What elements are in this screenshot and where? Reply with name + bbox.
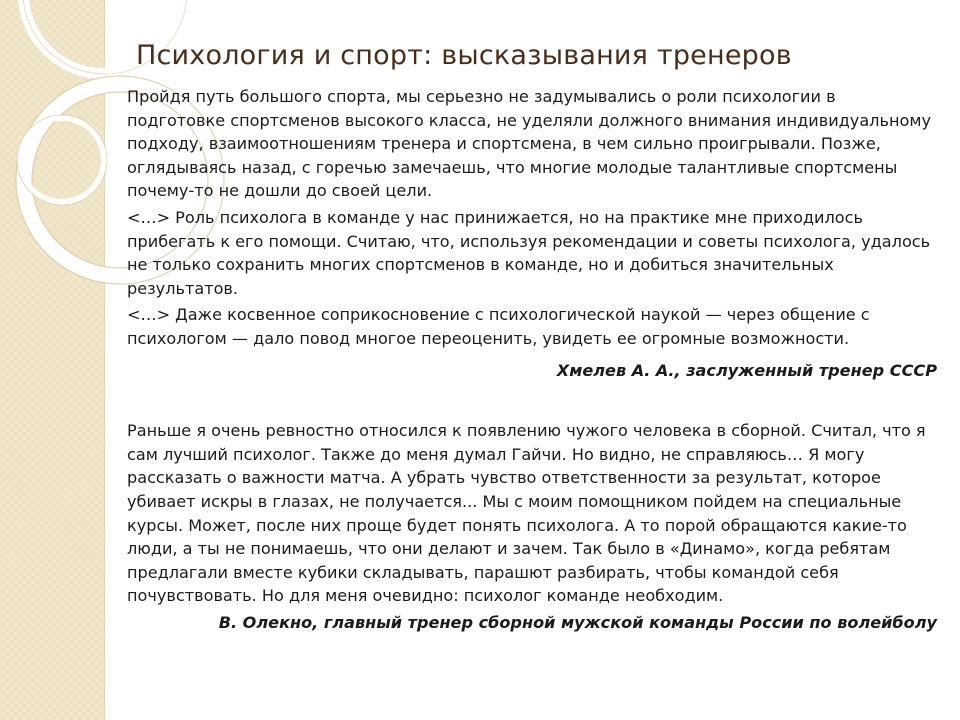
slide-body <box>127 85 937 637</box>
quote-author: Хмелев А. А., заслуженный тренер СССР <box>556 360 937 380</box>
decorative-side-band <box>0 0 105 720</box>
quote-olekno <box>127 419 937 634</box>
quote-paragraph: Пройдя путь большого спорта, мы серьезно не задумывались о роли психологии в подготовке спортсменов высокого класса, не уделяли должного внимания индивидуальному подходу, взаимоотношениям тренера и спортсмена, в чем сильно проигрывали. Позже, оглядываясь назад, с горечью замечаешь, что многие молодые талантливые спортсмены почему-то не дошли до своей цели. <box>127 87 931 201</box>
quote-khmelev <box>127 85 937 382</box>
quote-separator <box>127 385 937 419</box>
quote-paragraph: <…> Роль психолога в команде у нас принижается, но на практике мне приходилось прибегать к его помощи. Считаю, что, используя рекомендации и советы психолога, удалось не только сохранить многих спортсменов в команде, но и добиться значительных результатов. <box>127 207 931 298</box>
quote-author: В. Олекно, главный тренер сборной мужской команды России по волейболу <box>218 612 937 632</box>
slide-title: Психология и спорт: высказывания тренеров <box>136 40 792 71</box>
quote-paragraph: Раньше я очень ревностно относился к появлению чужого человека в сборной. Считал, что я сам лучший психолог. Также до меня думал Гайчи. Но видно, не справляюсь… Я могу рассказать о важности матча. А убрать чувство ответственности за результат, которое убивает искры в глазах, не получается... Мы с моим помощником пойдем на специальные курсы. Может, после них проще будет понять психолога. А то порой обращаются какие-то люди, а ты не понимаешь, что они делают и зачем. Так было в «Динамо», когда ребятам предлагали вместе кубики складывать, парашют разбирать, чтобы командой себя почувствовать. Но для меня очевидно: психолог команде необходим. <box>127 421 926 606</box>
quote-paragraph: <…> Даже косвенное соприкосновение с психологической наукой — через общение с психологом — дало повод многое переоценить, увидеть ее огромные возможности. <box>127 305 870 348</box>
